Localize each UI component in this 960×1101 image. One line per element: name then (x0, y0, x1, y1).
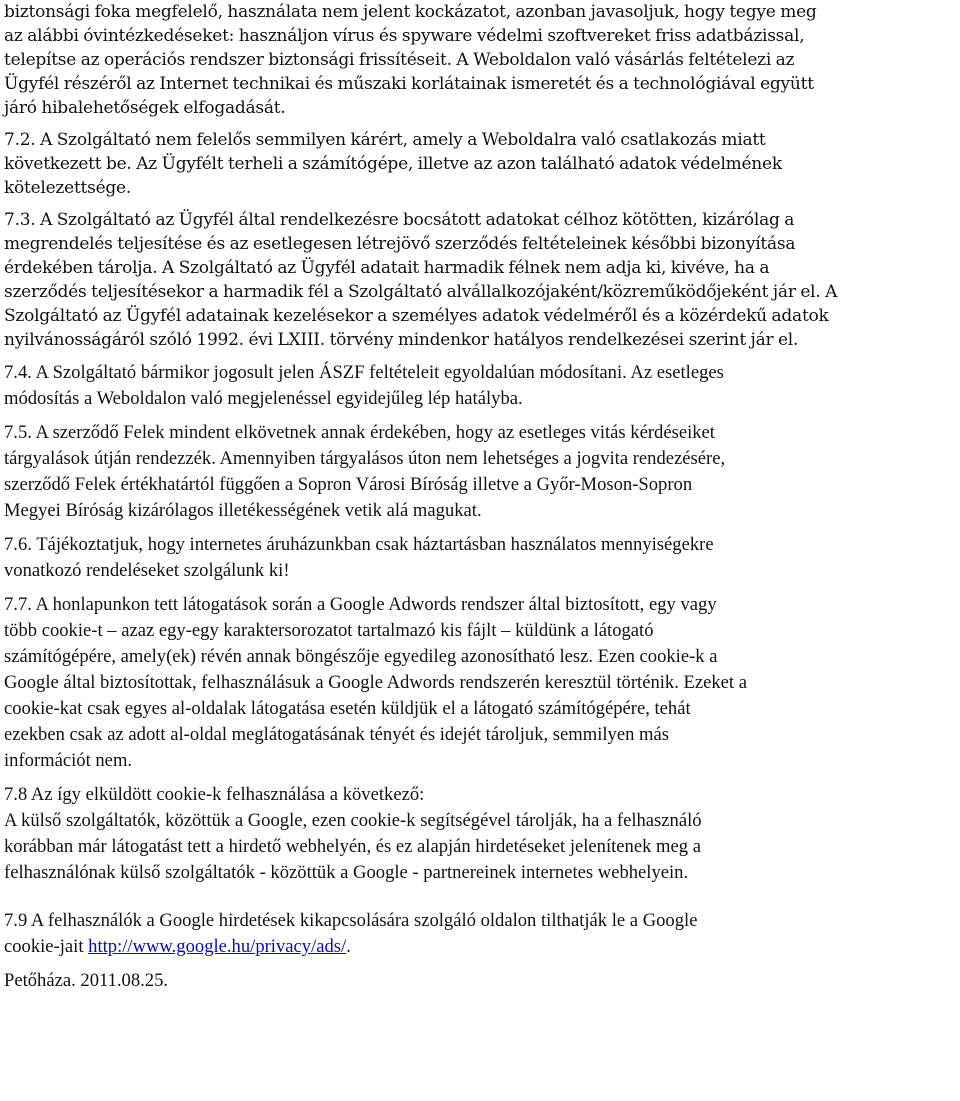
text-line: érdekében tárolja. A Szolgáltató az Ügyfél adatait harmadik félnek nem adja ki, kivéve, ha a (4, 258, 770, 278)
text-line: Google által biztosítottak, felhasználásuk a Google Adwords rendszerén keresztül történik. Ezeket a (4, 672, 747, 693)
text-line: 7.5. A szerződő Felek mindent elkövetnek annak érdekében, hogy az esetleges vitás kérdéseiket (4, 422, 715, 443)
paragraph-7-8 (4, 782, 956, 886)
google-privacy-ads-link[interactable]: http://www.google.hu/privacy/ads/ (88, 936, 347, 957)
text-line: kötelezettsége. (4, 178, 131, 198)
paragraph-intro (4, 0, 956, 120)
text-line: szerződés teljesítésekor a harmadik fél a Szolgáltató alvállalkozójaként/közreműködőjeként jár el. A (4, 282, 838, 302)
text-line: 7.3. A Szolgáltató az Ügyfél által rendelkezésre bocsátott adatokat célhoz kötötten, kizárólag a (4, 210, 795, 230)
text-line: korábban már látogatást tett a hirdető webhelyén, és ez alapján hirdetéseket jelenítenek meg a (4, 836, 701, 857)
text-line: 7.2. A Szolgáltató nem felelős semmilyen kárért, amely a Weboldalra való csatlakozás miatt (4, 130, 766, 150)
text-line: következett be. Az Ügyfélt terheli a számítógépe, illetve az azon található adatok védelmének (4, 154, 782, 174)
text-line: szerződő Felek értékhatártól függően a Sopron Városi Bíróság illetve a Győr-Moson-Sopron (4, 474, 693, 495)
text-fragment: . (346, 936, 351, 957)
text-line: Szolgáltató az Ügyfél adatainak kezelésekor a személyes adatok védelméről és a közérdekű adatok (4, 306, 829, 326)
paragraph-7-5 (4, 420, 956, 524)
text-line: Megyei Bíróság kizárólagos illetékességének vetik alá magukat. (4, 500, 482, 521)
paragraph-7-4 (4, 360, 956, 412)
paragraph-7-9 (4, 908, 956, 960)
text-line: 7.8 Az így elküldött cookie-k felhasználása a következő: (4, 784, 425, 805)
text-fragment: cookie-jait (4, 936, 89, 957)
text-line: vonatkozó rendeléseket szolgálunk ki! (4, 560, 290, 581)
text-line: járó hibalehetőségek elfogadását. (4, 98, 286, 118)
text-line: információt nem. (4, 750, 133, 771)
text-line: 7.4. A Szolgáltató bármikor jogosult jelen ÁSZF feltételeit egyoldalúan módosítani. Az esetleges (4, 362, 724, 383)
paragraph-7-3 (4, 208, 956, 352)
paragraph-7-7 (4, 592, 956, 774)
text-line: Ügyfél részéről az Internet technikai és műszaki korlátainak ismeretét és a technológiával együtt (4, 74, 814, 94)
text-line-with-link (4, 934, 956, 960)
text-line: 7.6. Tájékoztatjuk, hogy internetes áruházunkban csak háztartásban használatos mennyiségekre (4, 534, 714, 555)
text-line: több cookie-t – azaz egy-egy karaktersorozatot tartalmazó kis fájlt – küldünk a látogató (4, 620, 654, 641)
text-line: ezekben csak az adott al-oldal meglátogatásának tényét és idejét tároljuk, semmilyen más (4, 724, 669, 745)
signature-place-date: Petőháza. 2011.08.25. (4, 970, 169, 991)
document-page (4, 0, 956, 994)
text-line: biztonsági foka megfelelő, használata nem jelent kockázatot, azonban javasoljuk, hogy tegye meg (4, 2, 817, 22)
paragraph-7-6 (4, 532, 956, 584)
text-line: felhasználónak külső szolgáltatók - közöttük a Google - partnereinek internetes webhelyein. (4, 862, 689, 883)
text-line: telepítse az operációs rendszer biztonsági frissítéseit. A Weboldalon való vásárlás feltételezi az (4, 50, 795, 70)
paragraph-7-2 (4, 128, 956, 200)
text-line: nyilvánosságáról szóló 1992. évi LXIII. törvény mindenkor hatályos rendelkezései szerint jár el. (4, 330, 799, 350)
text-line: megrendelés teljesítése és az esetlegesen létrejövő szerződés feltételeinek későbbi bizonyítása (4, 234, 796, 254)
text-line: A külső szolgáltatók, közöttük a Google, ezen cookie-k segítségével tárolják, ha a felhasználó (4, 810, 702, 831)
text-line: tárgyalások útján rendezzék. Amennyiben tárgyalásos úton nem lehetséges a jogvita rendezésére, (4, 448, 726, 469)
text-line: cookie-kat csak egyes al-oldalak látogatása esetén küldjük el a látogató számítógépére, tehát (4, 698, 691, 719)
text-line: az alábbi óvintézkedéseket: használjon vírus és spyware védelmi szoftvereket friss adatbázissal, (4, 26, 805, 46)
text-line: számítógépére, amely(ek) révén annak böngészője egyedileg azonosítható lesz. Ezen cookie-k a (4, 646, 718, 667)
text-line: módosítás a Weboldalon való megjelenéssel egyidejűleg lép hatályba. (4, 388, 523, 409)
text-line: 7.9 A felhasználók a Google hirdetések kikapcsolására szolgáló oldalon tilthatják le a Google (4, 910, 698, 931)
text-line: 7.7. A honlapunkon tett látogatások során a Google Adwords rendszer által biztosított, egy vagy (4, 594, 717, 615)
